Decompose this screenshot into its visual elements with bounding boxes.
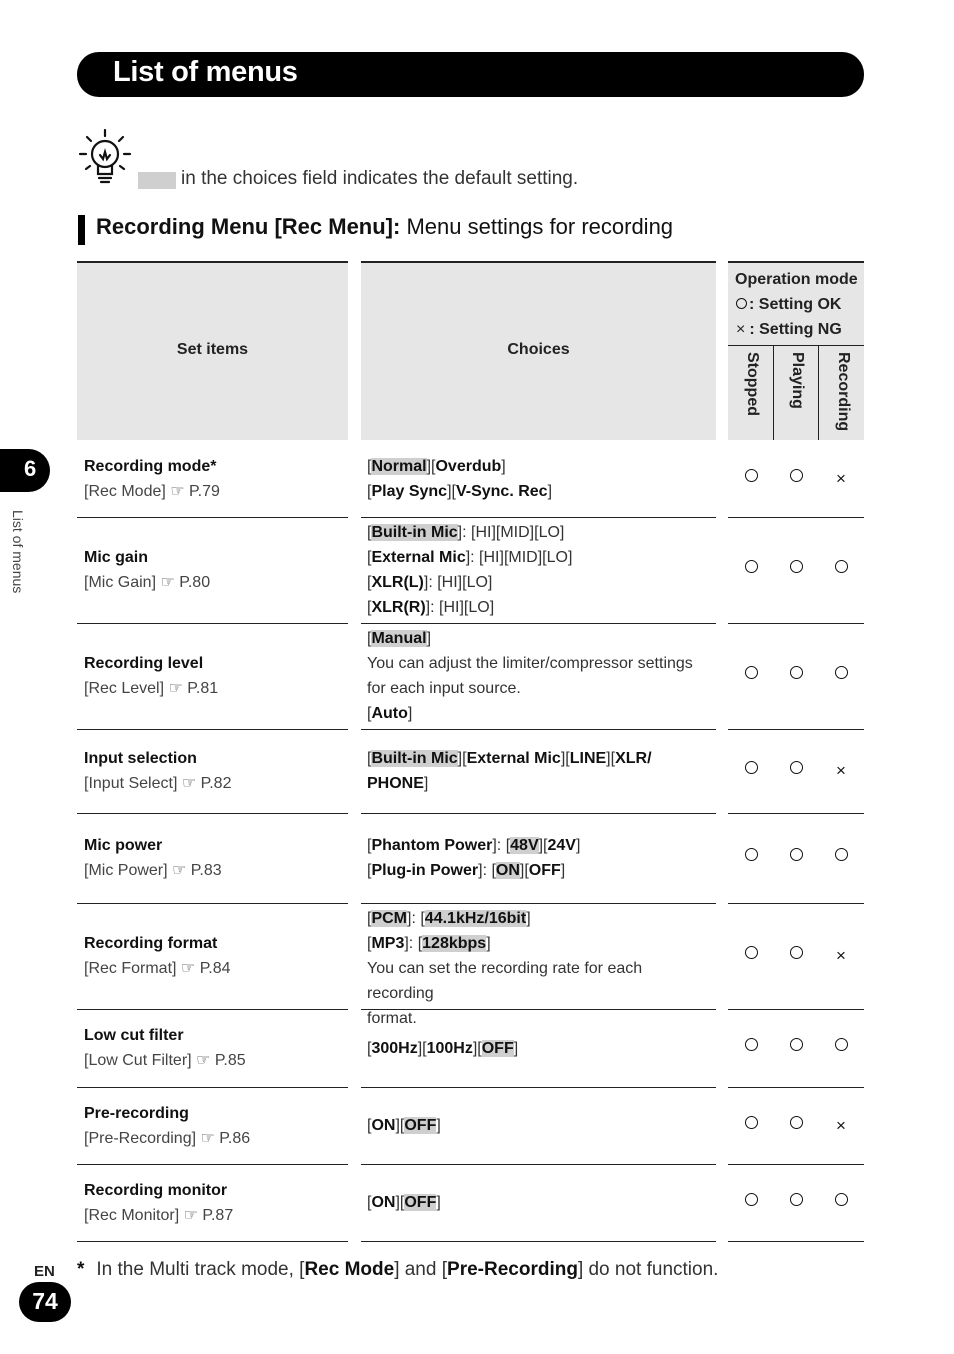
set-item-name: Recording monitor xyxy=(84,1181,228,1199)
choice-text: ][ xyxy=(606,750,616,767)
page-title: List of menus xyxy=(113,56,298,88)
header-set-items xyxy=(77,261,348,440)
choice-text: [ xyxy=(367,862,372,879)
choices-cell xyxy=(367,1113,712,1138)
choice-text: ][ xyxy=(426,457,436,475)
choices-cell xyxy=(367,1036,712,1061)
default-choice: PCM xyxy=(371,910,408,927)
choice-line xyxy=(367,520,712,545)
choice-line xyxy=(367,1113,712,1138)
choice-text: ] xyxy=(560,862,566,879)
choices-cell xyxy=(367,833,712,883)
choice-text: ]: [HI][MID][LO] xyxy=(457,524,565,541)
choice-text: ] xyxy=(407,705,413,722)
row-divider xyxy=(728,813,864,814)
choices-cell xyxy=(367,1190,712,1215)
legend-ng-label: : Setting NG xyxy=(749,321,842,338)
circle-icon xyxy=(835,1038,848,1051)
circle-icon xyxy=(736,298,747,309)
header-choices-label: Choices xyxy=(507,341,570,358)
choice-text: [ xyxy=(367,705,372,722)
choice-text: XLR(L) xyxy=(371,574,424,591)
legend-ok xyxy=(735,292,858,317)
page-title-banner xyxy=(77,52,864,97)
choice-text: ON xyxy=(371,1194,396,1211)
row-divider xyxy=(728,517,864,518)
row-divider xyxy=(728,1087,864,1088)
row-divider xyxy=(77,813,348,814)
circle-icon xyxy=(745,1038,758,1051)
footnote-text xyxy=(96,1259,718,1280)
set-item-name: Recording level xyxy=(84,655,204,672)
choices-cell xyxy=(367,906,712,1031)
section-title xyxy=(96,214,673,240)
set-item-cell xyxy=(84,454,344,504)
default-choice: OFF xyxy=(481,1039,514,1057)
choice-text: ]: [ xyxy=(492,837,511,854)
choice-text: ][ xyxy=(519,862,529,879)
choice-text: [ xyxy=(367,524,372,541)
col-stopped xyxy=(728,345,773,440)
choice-text: ][ xyxy=(457,750,467,767)
choice-line xyxy=(367,595,712,620)
circle-icon xyxy=(745,761,758,774)
operation-mode-title: Operation mode xyxy=(735,271,858,288)
set-item-cell xyxy=(84,1023,344,1073)
col-playing xyxy=(773,345,819,440)
set-item-ref: [Rec Level] ☞ P.81 xyxy=(84,680,219,697)
choice-line xyxy=(367,771,712,796)
circle-icon xyxy=(790,666,803,679)
choice-text: ] xyxy=(547,482,553,500)
chapter-number: 6 xyxy=(24,456,37,481)
choice-line xyxy=(367,651,712,676)
cross-icon: × xyxy=(736,321,746,338)
choice-text: [ xyxy=(367,457,372,475)
circle-icon xyxy=(790,848,803,861)
choice-line xyxy=(367,479,712,504)
footnote-emphasis: Rec Mode xyxy=(304,1259,395,1280)
choice-text: You can set the recording rate for each recording xyxy=(367,960,643,1002)
choice-text: ][ xyxy=(472,1039,482,1057)
set-item-name: Mic gain xyxy=(84,549,149,566)
choice-line xyxy=(367,454,712,479)
set-item-ref: [Mic Gain] ☞ P.80 xyxy=(84,574,211,591)
set-item-name: Mic power xyxy=(84,837,163,854)
default-choice: Built-in Mic xyxy=(371,750,458,767)
row-divider xyxy=(77,1164,348,1165)
row-divider xyxy=(728,1164,864,1165)
choice-text: [ xyxy=(367,1194,372,1211)
choice-text: ]: [HI][MID][LO] xyxy=(465,549,573,566)
row-divider xyxy=(77,1009,348,1010)
choice-line xyxy=(367,676,712,701)
choices-cell xyxy=(367,454,712,504)
choice-text: ] xyxy=(526,910,531,927)
choice-text: Overdub xyxy=(435,457,502,475)
choice-text: PHONE xyxy=(367,775,424,792)
legend-ok-label: : Setting OK xyxy=(749,296,842,313)
set-item-cell xyxy=(84,1178,344,1228)
choices-cell xyxy=(367,746,712,796)
set-item-cell xyxy=(84,1101,344,1151)
circle-icon xyxy=(835,666,848,679)
set-item-ref: [Rec Mode] ☞ P.79 xyxy=(84,482,220,500)
choice-text: ][ xyxy=(538,837,548,854)
choice-text: External Mic xyxy=(466,750,561,767)
choice-text: ] xyxy=(575,837,581,854)
choice-text: [ xyxy=(367,574,372,591)
choice-line xyxy=(367,956,712,1006)
row-divider xyxy=(728,729,864,730)
circle-icon xyxy=(745,946,758,959)
setting-ok-mark xyxy=(829,558,853,578)
choice-text: for each input source. xyxy=(367,680,521,697)
setting-ok-mark xyxy=(739,664,763,684)
set-item-name: Input selection xyxy=(84,750,197,767)
header-set-items-label: Set items xyxy=(176,341,249,358)
choice-line xyxy=(367,545,712,570)
choice-text: ][ xyxy=(417,1039,427,1057)
header-operation-mode xyxy=(728,261,864,440)
choice-text: ]: [ xyxy=(407,910,425,927)
set-item-cell xyxy=(84,746,344,796)
default-choice: OFF xyxy=(404,1117,437,1134)
choice-text: MP3 xyxy=(371,935,405,952)
choice-text: [ xyxy=(367,599,372,616)
legend-ng xyxy=(735,317,858,342)
set-item-name: Recording format xyxy=(84,935,218,952)
setting-ok-mark xyxy=(829,1036,853,1056)
row-divider xyxy=(77,1087,348,1088)
col-recording xyxy=(819,345,864,440)
row-divider xyxy=(361,1087,716,1088)
row-divider xyxy=(77,517,348,518)
default-choice: 128kbps xyxy=(422,935,487,952)
set-item-ref: [Rec Monitor] ☞ P.87 xyxy=(84,1206,234,1224)
choice-text: 300Hz xyxy=(371,1039,418,1057)
choice-text: ]: [ xyxy=(404,935,423,952)
row-divider xyxy=(728,1009,864,1010)
set-item-cell xyxy=(84,833,344,883)
col-stopped-label: Stopped xyxy=(743,352,761,416)
choice-text: [ xyxy=(367,1117,372,1134)
section-title-rest: Menu settings for recording xyxy=(400,214,674,239)
set-item-cell xyxy=(84,651,344,701)
default-choice: ON xyxy=(495,862,520,879)
tip-text: in the choices field indicates the default setting. xyxy=(181,168,579,189)
setting-ok-mark xyxy=(784,664,808,684)
row-divider xyxy=(361,623,716,624)
choice-line xyxy=(367,1190,712,1215)
choice-text: ] xyxy=(426,630,432,647)
choice-text: Auto xyxy=(371,705,408,722)
choice-text: XLR(R) xyxy=(371,599,426,616)
footnote-part: ] do not function. xyxy=(577,1259,719,1280)
lightbulb-icon xyxy=(77,128,133,188)
set-item-ref: [Input Select] ☞ P.82 xyxy=(84,775,232,792)
setting-ok-mark xyxy=(739,467,763,487)
set-item-name: Recording mode* xyxy=(84,457,217,475)
setting-ok-mark xyxy=(784,1114,808,1134)
row-divider xyxy=(77,729,348,730)
set-item-name: Pre-recording xyxy=(84,1104,189,1122)
operation-mode-legend xyxy=(735,267,858,342)
default-setting-swatch xyxy=(138,172,176,189)
setting-ok-mark xyxy=(829,1191,853,1211)
setting-ok-mark xyxy=(739,1036,763,1056)
choice-text: ][ xyxy=(447,482,456,500)
setting-ok-mark xyxy=(739,759,763,779)
row-divider xyxy=(77,1241,348,1242)
default-choice: OFF xyxy=(404,1194,437,1211)
col-playing-label: Playing xyxy=(789,352,806,409)
row-divider xyxy=(728,1241,864,1242)
set-item-ref: [Mic Power] ☞ P.83 xyxy=(84,862,222,879)
footnote-star: * xyxy=(77,1259,85,1280)
default-choice: 44.1kHz/16bit xyxy=(424,910,527,927)
choice-text: OFF xyxy=(528,862,561,879)
setting-ok-mark xyxy=(739,558,763,578)
choice-text: [ xyxy=(367,935,372,952)
choice-line xyxy=(367,570,712,595)
row-divider xyxy=(361,729,716,730)
choice-line xyxy=(367,746,712,771)
circle-icon xyxy=(745,666,758,679)
choice-text: [ xyxy=(367,1039,372,1057)
set-item-ref: [Rec Format] ☞ P.84 xyxy=(84,960,231,977)
row-divider xyxy=(728,903,864,904)
chapter-side-label: List of menus xyxy=(10,510,26,594)
page-number-badge xyxy=(19,1282,71,1322)
setting-ok-mark xyxy=(829,664,853,684)
row-divider xyxy=(361,1164,716,1165)
set-item-cell xyxy=(84,545,344,595)
section-title-bold: Recording Menu [Rec Menu]: xyxy=(96,214,401,239)
circle-icon xyxy=(835,1193,848,1206)
choice-text: LINE xyxy=(569,750,607,767)
choice-text: ]: [HI][LO] xyxy=(425,599,495,616)
choice-line xyxy=(367,906,712,931)
choice-text: ] xyxy=(501,457,506,475)
choice-text: V-Sync. Rec xyxy=(455,482,548,500)
circle-icon xyxy=(745,848,758,861)
set-item-ref: [Pre-Recording] ☞ P.86 xyxy=(84,1129,251,1147)
setting-ok-mark xyxy=(784,1191,808,1211)
choice-line xyxy=(367,833,712,858)
circle-icon xyxy=(790,1038,803,1051)
choice-text: ] xyxy=(486,935,491,952)
footnote-part: In the Multi track mode, [ xyxy=(96,1259,305,1280)
choice-text: [ xyxy=(367,750,372,767)
setting-ok-mark xyxy=(829,846,853,866)
cross-icon: × xyxy=(836,946,846,965)
choice-text: ]: [HI][LO] xyxy=(423,574,493,591)
choice-line xyxy=(367,1036,712,1061)
col-recording-label: Recording xyxy=(834,352,852,432)
circle-icon xyxy=(745,469,758,482)
default-choice: Manual xyxy=(371,630,427,647)
choice-text: ON xyxy=(371,1117,396,1134)
choice-text: ] xyxy=(436,1194,441,1211)
choice-text: External Mic xyxy=(371,549,466,566)
setting-ok-mark xyxy=(784,759,808,779)
setting-ok-mark xyxy=(739,846,763,866)
set-item-cell xyxy=(84,931,344,981)
setting-ok-mark xyxy=(784,467,808,487)
setting-ok-mark xyxy=(784,944,808,964)
circle-icon xyxy=(835,848,848,861)
choice-text: ] xyxy=(436,1117,441,1134)
setting-ok-mark xyxy=(784,846,808,866)
setting-ok-mark xyxy=(784,1036,808,1056)
choice-text: Phantom Power xyxy=(371,837,493,854)
default-choice: Built-in Mic xyxy=(371,524,458,541)
choice-text: Plug-in Power xyxy=(371,862,479,879)
choice-text: ][ xyxy=(395,1194,405,1211)
setting-ok-mark xyxy=(784,558,808,578)
choice-text: 24V xyxy=(547,837,576,854)
choice-text: [ xyxy=(367,482,372,500)
row-divider xyxy=(77,903,348,904)
set-item-name: Low cut filter xyxy=(84,1027,184,1044)
setting-ok-mark xyxy=(739,1114,763,1134)
cross-icon: × xyxy=(836,1115,846,1135)
choice-text: format. xyxy=(367,1010,417,1027)
cross-icon: × xyxy=(836,761,846,780)
choice-text: ][ xyxy=(560,750,570,767)
choice-text: You can adjust the limiter/compressor settings xyxy=(367,655,693,672)
choice-text: [ xyxy=(367,910,372,927)
circle-icon xyxy=(790,946,803,959)
chapter-tab xyxy=(0,449,50,492)
circle-icon xyxy=(790,560,803,573)
choice-text: [ xyxy=(367,630,372,647)
choices-cell xyxy=(367,520,712,620)
row-divider xyxy=(361,1009,716,1010)
circle-icon xyxy=(790,469,803,482)
footnote-emphasis: Pre-Recording xyxy=(447,1259,578,1280)
choice-line xyxy=(367,931,712,956)
cross-icon: × xyxy=(836,468,846,488)
choice-text: ]: [ xyxy=(478,862,496,879)
header-choices xyxy=(361,261,716,440)
row-divider xyxy=(361,1241,716,1242)
setting-ok-mark xyxy=(739,1191,763,1211)
circle-icon xyxy=(790,1193,803,1206)
footnote-part: ] and [ xyxy=(394,1259,448,1280)
choice-line xyxy=(367,626,712,651)
choice-text: XLR/ xyxy=(615,750,652,767)
row-divider xyxy=(361,517,716,518)
circle-icon xyxy=(745,1193,758,1206)
choice-text: Play Sync xyxy=(371,482,448,500)
choice-text: [ xyxy=(367,837,372,854)
row-divider xyxy=(361,813,716,814)
circle-icon xyxy=(790,761,803,774)
row-divider xyxy=(77,623,348,624)
choice-text: ][ xyxy=(395,1117,405,1134)
default-choice: Normal xyxy=(371,457,427,475)
circle-icon xyxy=(790,1116,803,1129)
choice-text: ] xyxy=(513,1039,519,1057)
choice-text: 100Hz xyxy=(426,1039,473,1057)
section-bar xyxy=(78,215,85,245)
circle-icon xyxy=(745,560,758,573)
choice-line xyxy=(367,701,712,726)
row-divider xyxy=(361,903,716,904)
row-divider xyxy=(728,623,864,624)
circle-icon xyxy=(835,560,848,573)
choices-cell xyxy=(367,626,712,726)
choice-text: [ xyxy=(367,549,372,566)
set-item-ref: [Low Cut Filter] ☞ P.85 xyxy=(84,1052,246,1069)
choice-line xyxy=(367,858,712,883)
footnote xyxy=(77,1259,718,1281)
language-label: EN xyxy=(34,1263,55,1280)
page-number: 74 xyxy=(32,1288,58,1314)
choice-text: ] xyxy=(423,775,429,792)
default-choice: 48V xyxy=(510,837,539,854)
setting-ok-mark xyxy=(739,944,763,964)
circle-icon xyxy=(745,1116,758,1129)
